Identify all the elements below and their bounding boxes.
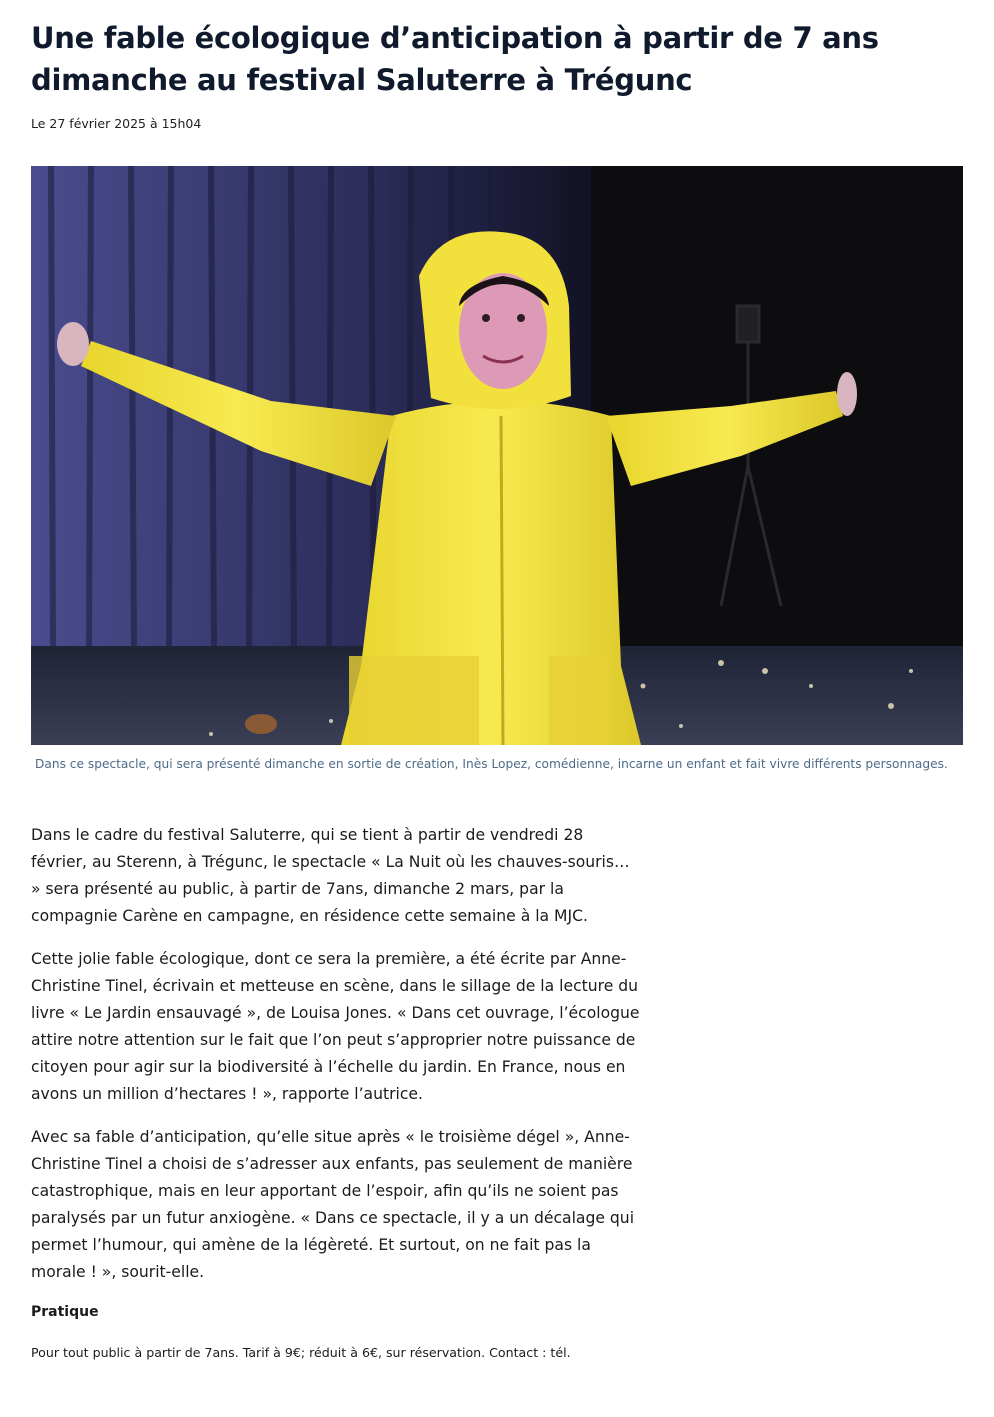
stage-performer-illustration <box>31 166 963 745</box>
publication-date: Le 27 février 2025 à 15h04 <box>31 116 202 131</box>
article-paragraph: Dans le cadre du festival Saluterre, qui se tient à partir de vendredi 28 février, au Sterenn, à Trégunc, le spectacle « La Nuit où les chauves-souris… » sera présenté au public, à partir de 7ans, dimanche 2 mars, par la compagnie Carène en campagne, en résidence cette semaine à la MJC. <box>31 826 630 925</box>
article-paragraph: Cette jolie fable écologique, dont ce sera la première, a été écrite par Anne-Christine Tinel, écrivain et metteuse en scène, dans le sillage de la lecture du livre « Le Jardin ensauvagé », de Louisa Jones. « Dans cet ouvrage, l’écologue attire notre attention sur le fait que l’on peut s’approprier notre puissance de citoyen pour agir sur la biodiversité à l’échelle du jardin. En France, nous en avons un million d’hectares ! », rapporte l’autrice. <box>31 950 640 1103</box>
photo-caption: Dans ce spectacle, qui sera présenté dimanche en sortie de création, Inès Lopez, comédienne, incarne un enfant et fait vivre différents personnages. <box>35 757 948 771</box>
article-title: Une fable écologique d’anticipation à partir de 7 ans dimanche au festival Saluterre à Trégunc <box>31 21 879 97</box>
article-photo[interactable] <box>31 166 963 745</box>
article-paragraph: Avec sa fable d’anticipation, qu’elle situe après « le troisième dégel », Anne-Christine Tinel a choisi de s’adresser aux enfants, pas seulement de manière catastrophique, mais en leur apportant de l’espoir, afin qu’ils ne soient pas paralysés par un futur anxiogène. « Dans ce spectacle, il y a un décalage qui permet l’humour, qui amène de la légèreté. Et surtout, on ne fait pas la morale ! », sourit-elle. <box>31 1128 635 1281</box>
pratique-info: Pour tout public à partir de 7ans. Tarif à 9€; réduit à 6€, sur réservation. Contact : tél. <box>31 1345 571 1360</box>
pratique-heading: Pratique <box>31 1304 99 1320</box>
article-body <box>31 822 643 1302</box>
